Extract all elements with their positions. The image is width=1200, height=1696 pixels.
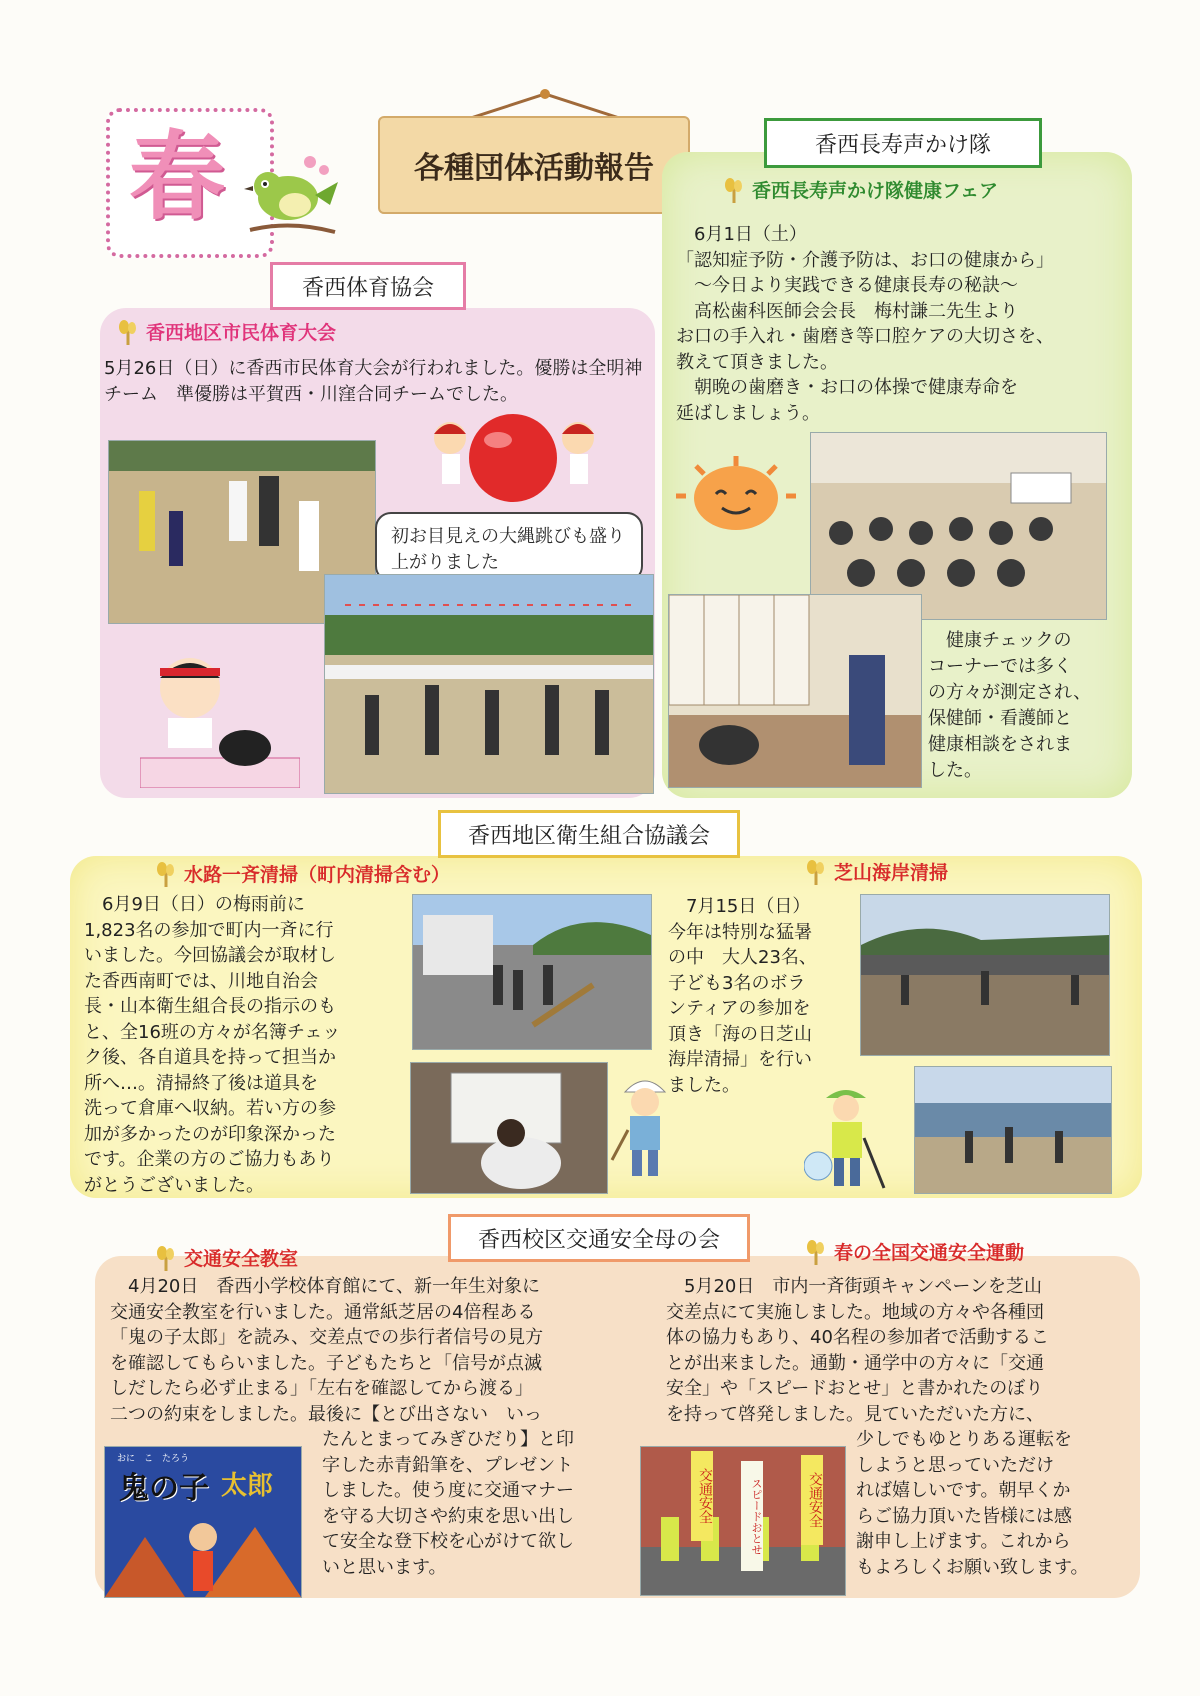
kotsu-line: 字した赤青鉛筆を、プレゼント <box>322 1454 574 1476</box>
koekake-caption-line: 健康チェックの <box>928 630 1072 651</box>
koekake-line: 教えて頂きました。 <box>676 351 838 373</box>
eisei-heading-right <box>806 858 948 885</box>
koekake-caption-line: した。 <box>928 760 982 781</box>
kotsu-right-line: を持って啓発しました。見ていただいた方に、 <box>666 1403 1044 1425</box>
kotsu-right-line: 謝申し上げます。これから <box>856 1531 1071 1552</box>
kotsu-label: 香西校区交通安全母の会 <box>448 1214 750 1262</box>
koekake-caption <box>928 628 1128 784</box>
sprout-icon <box>806 1239 826 1265</box>
koekake-heading-text: 香西長寿声かけ隊健康フェア <box>752 180 999 202</box>
koekake-photo-2 <box>668 594 922 788</box>
eisei-heading-left <box>156 860 450 887</box>
koekake-line: お口の手入れ・歯磨き等口腔ケアの大切さを、 <box>676 326 1054 347</box>
kotsu-right-line: もよろしくお願い致します。 <box>856 1556 1089 1578</box>
kotsu-heading-left-text: 交通安全教室 <box>184 1248 299 1270</box>
kotsu-line: 4月20日 香西小学校体育館にて、新一年生対象に <box>110 1276 540 1297</box>
ball-kids-icon <box>428 410 598 506</box>
kotsu-right-line: しようと思っていただけ <box>856 1454 1054 1476</box>
picture-book-title-1: 鬼の子 <box>119 1471 209 1506</box>
sprout-icon <box>806 859 826 885</box>
kotsu-line: いと思います。 <box>322 1556 447 1578</box>
sprout-icon <box>156 861 176 887</box>
kotsu-right-line: れば嬉しいです。朝早くか <box>856 1480 1071 1501</box>
koekake-heading <box>724 176 998 203</box>
koekake-caption-line: コーナーでは多く <box>928 656 1072 677</box>
picture-book-furigana: おに こ たろう <box>117 1454 190 1464</box>
koekake-line: 高松歯科医師会会長 梅村謙二先生より <box>676 300 1018 322</box>
kotsu-line: しだしたら必ず止まる」「左右を確認してから渡る」 <box>110 1378 533 1399</box>
kotsu-right-line: 少しでもゆとりある運転を <box>856 1429 1072 1450</box>
eisei-right-line: 7月15日（日） <box>668 896 811 917</box>
taiiku-speech-bubble: 初お目見えの大縄跳びも盛り上がりました <box>375 512 643 582</box>
koekake-line: ～今日より実践できる健康長寿の秘訣～ <box>676 275 1018 296</box>
eisei-photo-2 <box>410 1062 608 1194</box>
banner-2: スピードおとせ <box>741 1461 763 1571</box>
sprout-icon <box>118 319 138 345</box>
eisei-line: がとうございました。 <box>84 1174 264 1196</box>
sprout-icon <box>724 177 744 203</box>
eisei-heading-left-text: 水路一斉清掃（町内清掃含む） <box>184 864 451 886</box>
eisei-line: ク後、各自道具を持って担当か <box>84 1047 336 1068</box>
taiiku-photo-2 <box>324 574 654 794</box>
kotsu-right-line: 5月20日 市内一斉街頭キャンペーンを芝山 <box>666 1276 1042 1297</box>
taiiku-label: 香西体育協会 <box>270 262 466 310</box>
banner-3: 交通安全 <box>801 1455 823 1545</box>
eisei-right-line: 子ども3名のボラ <box>668 972 806 994</box>
eisei-body-right <box>668 894 848 1098</box>
kotsu-line: 交通安全教室を行いました。通常紙芝居の4倍程ある <box>110 1301 536 1323</box>
taiiku-body: 5月26日（日）に香西市民体育大会が行われました。優勝は全明神チーム 準優勝は平賀西・川窪合同チームでした。 <box>104 358 643 405</box>
koekake-line: 延ばしましょう。 <box>676 402 820 424</box>
spring-kanji-icon: 春 <box>129 121 225 233</box>
sprout-icon <box>156 1245 176 1271</box>
eisei-line: 洗って倉庫へ収納。若い方の参 <box>84 1098 336 1119</box>
koekake-caption-line: の方々が測定され、 <box>928 682 1092 703</box>
koekake-label: 香西長寿声かけ隊 <box>764 118 1042 168</box>
banner-1: 交通安全 <box>691 1451 713 1541</box>
kotsu-body-right-top <box>666 1274 1136 1427</box>
kotsu-body-left-top <box>110 1274 650 1427</box>
kotsu-body-right-bottom <box>856 1427 1136 1580</box>
kotsu-right-line: らご協力頂いた皆様には感 <box>856 1505 1072 1527</box>
kotsu-heading-right-text: 春の全国交通安全運動 <box>834 1242 1025 1264</box>
eisei-right-line: 海岸清掃」を行い <box>668 1049 812 1070</box>
koekake-caption-line: 保健師・看護師と <box>928 708 1072 729</box>
kotsu-line: 二つの約束をしました。最後に【とび出さない いっ <box>110 1403 542 1425</box>
koekake-body <box>676 222 1126 426</box>
kotsu-right-line: 安全」や「スピードおとせ」と書かれたのぼり <box>666 1378 1044 1399</box>
eisei-photo-4 <box>914 1066 1112 1194</box>
eisei-body-left <box>84 892 394 1198</box>
kotsu-line: を守る大切さや約束を思い出し <box>322 1505 574 1527</box>
eisei-line: です。企業の方のご協力もあり <box>84 1149 335 1170</box>
taiiku-heading-text: 香西地区市民体育大会 <box>146 322 337 344</box>
kotsu-line: 「鬼の子太郎」を読み、交差点での歩行者信号の見方 <box>110 1327 544 1348</box>
koekake-caption-line: 健康相談をされま <box>928 734 1072 755</box>
eisei-line: 加が多かったのが印象深かった <box>84 1123 336 1145</box>
picture-book-image <box>104 1446 302 1598</box>
kotsu-heading-right <box>806 1238 1024 1265</box>
taiiku-heading <box>118 318 336 345</box>
eisei-line: 6月9日（日）の梅雨前に <box>84 894 305 915</box>
kotsu-line: を確認してもらいました。子どもたちと「信号が点滅 <box>110 1352 542 1374</box>
kotsu-line: たんとまってみぎひだり】と印 <box>322 1429 574 1450</box>
eisei-line: た香西南町では、川地自治会 <box>84 970 318 992</box>
eisei-photo-1 <box>412 894 652 1050</box>
eisei-right-line: の中 大人23名、 <box>668 947 817 968</box>
eisei-line: 長・山本衛生組合長の指示のも <box>84 996 336 1017</box>
kotsu-right-line: とが出来ました。通勤・通学中の方々に「交通 <box>666 1352 1044 1374</box>
eisei-right-line: 頂き「海の日芝山 <box>668 1023 812 1045</box>
kotsu-right-line: 体の協力もあり、40名程の参加者で活動するこ <box>666 1327 1049 1348</box>
jumping-kids-icon <box>140 648 300 788</box>
volunteer-icon <box>804 1078 888 1194</box>
eisei-photo-3 <box>860 894 1110 1056</box>
eisei-right-line: ンティアの参加を <box>668 998 811 1019</box>
sun-face-icon <box>676 456 796 536</box>
koekake-photo-1 <box>810 432 1107 620</box>
koekake-line: 「認知症予防・介護予防は、お口の健康から」 <box>676 249 1054 271</box>
picture-book-title-2: 太郎 <box>221 1471 274 1501</box>
koekake-line: 6月1日（土） <box>676 224 807 245</box>
kotsu-right-line: 交差点にて実施しました。地域の方々や各種団 <box>666 1301 1044 1323</box>
kotsu-body-left-bottom <box>322 1427 652 1580</box>
kotsu-line: しました。使う度に交通マナー <box>322 1480 574 1501</box>
eisei-right-line: ました。 <box>668 1074 740 1096</box>
koekake-line: 朝晩の歯磨き・お口の体操で健康寿命を <box>676 377 1018 398</box>
eisei-right-line: 今年は特別な猛暑 <box>668 921 812 943</box>
eisei-line: いました。今回協議会が取材し <box>84 945 336 966</box>
bird-icon <box>240 150 340 240</box>
eisei-label: 香西地区衛生組合協議会 <box>438 810 740 858</box>
eisei-line: と、全16班の方々が名簿チェッ <box>84 1021 341 1043</box>
kotsu-heading-left <box>156 1244 298 1271</box>
kotsu-line: て安全な登下校を心がけて欲し <box>322 1531 574 1552</box>
page-title: 各種団体活動報告 <box>378 116 690 214</box>
campaign-photo <box>640 1446 846 1596</box>
eisei-line: 所へ…。清掃終了後は道具を <box>84 1072 318 1094</box>
eisei-line: 1,823名の参加で町内一斉に行 <box>84 919 334 941</box>
eisei-heading-right-text: 芝山海岸清掃 <box>834 862 949 884</box>
